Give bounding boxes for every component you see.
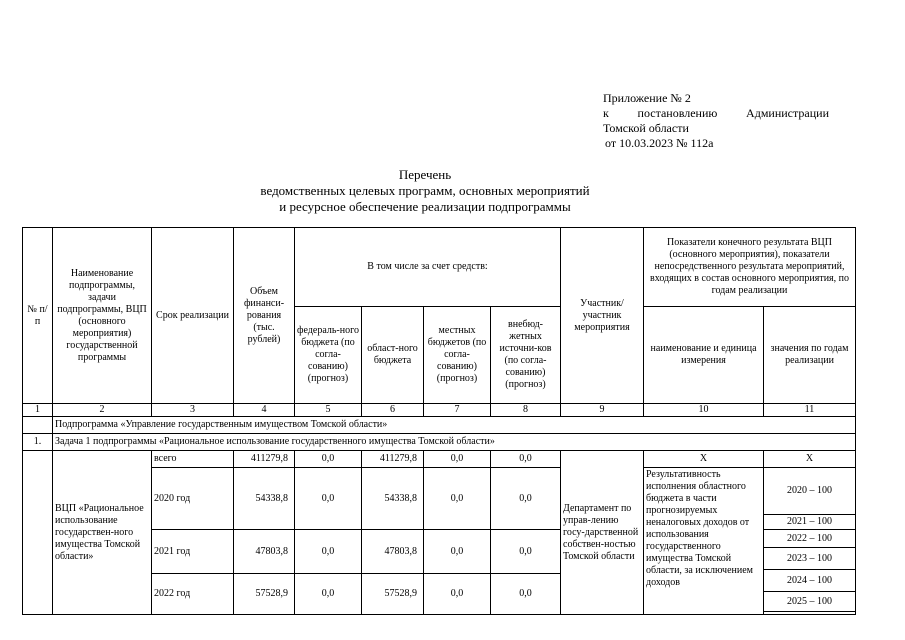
- task-title: Задача 1 подпрограммы «Рациональное использование государственного имущества Томской области»: [53, 434, 856, 451]
- vcp-indicator-name: Результативность исполнения областного бюджета в части прогнозируемых неналоговых доходов от использования государственного имущества Томской области, за исключением доходов: [644, 468, 764, 615]
- row-ind-name: X: [644, 451, 764, 468]
- col-number: 9: [561, 404, 644, 417]
- row-volume: 411279,8: [234, 451, 295, 468]
- vcp-name: ВЦП «Рациональное использование государствен-ного имущества Томской области»: [53, 451, 152, 615]
- col-number: 3: [152, 404, 234, 417]
- year-value: 2024 – 100: [764, 570, 856, 592]
- annex-line2-a: к: [603, 106, 609, 120]
- header-row-1: [23, 228, 856, 307]
- header-incl: В том числе за счет средств:: [295, 228, 561, 307]
- column-numbers-row: [23, 404, 856, 417]
- col-number: 7: [424, 404, 491, 417]
- row-extra: 0,0: [491, 468, 561, 530]
- row-local: 0,0: [424, 530, 491, 574]
- row-volume: 57528,9: [234, 574, 295, 615]
- row-extra: 0,0: [491, 451, 561, 468]
- year-value: 2022 – 100: [764, 530, 856, 548]
- row-term: 2021 год: [152, 530, 234, 574]
- row-term: 2020 год: [152, 468, 234, 530]
- header-num: № п/п: [23, 228, 53, 404]
- col-number: 11: [764, 404, 856, 417]
- col-number: 5: [295, 404, 362, 417]
- row-extra: 0,0: [491, 574, 561, 615]
- header-regional: област-ного бюджета: [362, 307, 424, 404]
- col-number: 8: [491, 404, 561, 417]
- header-name: Наименование подпрограммы, задачи подпрограммы, ВЦП (основного мероприятия) государственной программы: [53, 228, 152, 404]
- vcp-participant: Департамент по управ-лению госу-дарственной собствен-ностью Томской области: [561, 451, 644, 615]
- subprogram-title: Подпрограмма «Управление государственным имуществом Томской области»: [53, 417, 856, 434]
- row-federal: 0,0: [295, 451, 362, 468]
- year-value: 2020 – 100: [764, 468, 856, 515]
- row-volume: 47803,8: [234, 530, 295, 574]
- year-value: 2021 – 100: [764, 515, 856, 530]
- row-federal: 0,0: [295, 468, 362, 530]
- document-title: [180, 167, 670, 215]
- task-num: 1.: [23, 434, 53, 451]
- title-line2: ведомственных целевых программ, основных мероприятий: [260, 183, 590, 198]
- annex-line2-b: постановлению: [637, 106, 718, 120]
- row-federal: 0,0: [295, 574, 362, 615]
- table-row: [23, 451, 856, 468]
- annex-line4: от 10.03.2023 № 112а: [605, 136, 714, 150]
- year-value-empty: [764, 612, 856, 615]
- header-term: Срок реализации: [152, 228, 234, 404]
- header-local: местных бюджетов (по согла-сованию) (прогноз): [424, 307, 491, 404]
- header-federal: федераль-ного бюджета (по согла-сованию) (прогноз): [295, 307, 362, 404]
- header-ind-values: значения по годам реализации: [764, 307, 856, 404]
- subprogram-num-cell: [23, 417, 53, 434]
- header-extra: внебюд-жетных источни-ков (по согла-сованию) (прогноз): [491, 307, 561, 404]
- col-number: 10: [644, 404, 764, 417]
- header-volume: Объем финанси-рования (тыс. рублей): [234, 228, 295, 404]
- title-line3: и ресурсное обеспечение реализации подпрограммы: [279, 199, 571, 214]
- vcp-num-cell: [23, 451, 53, 615]
- row-regional: 54338,8: [362, 468, 424, 530]
- row-regional: 57528,9: [362, 574, 424, 615]
- header-indicators: Показатели конечного результата ВЦП (основного мероприятия), показатели непосредственного результата мероприятий, входящих в состав основного мероприятия, по годам реализации: [644, 228, 856, 307]
- row-ind-value: X: [764, 451, 856, 468]
- header-participant: Участник/ участник мероприятия: [561, 228, 644, 404]
- row-term: всего: [152, 451, 234, 468]
- row-term: 2022 год: [152, 574, 234, 615]
- program-table: [22, 227, 856, 615]
- col-number: 6: [362, 404, 424, 417]
- annex-line2: [603, 106, 829, 121]
- row-volume: 54338,8: [234, 468, 295, 530]
- row-extra: 0,0: [491, 530, 561, 574]
- row-local: 0,0: [424, 451, 491, 468]
- col-number: 1: [23, 404, 53, 417]
- row-federal: 0,0: [295, 530, 362, 574]
- year-value: 2025 – 100: [764, 592, 856, 612]
- subprogram-row: [23, 417, 856, 434]
- header-ind-name: наименование и единица измерения: [644, 307, 764, 404]
- row-regional: 47803,8: [362, 530, 424, 574]
- annex-block: [603, 91, 829, 151]
- row-regional: 411279,8: [362, 451, 424, 468]
- title-line1: Перечень: [398, 167, 452, 182]
- annex-line2-c: Администрации: [746, 106, 829, 120]
- annex-line3: Томской области: [603, 121, 689, 135]
- col-number: 4: [234, 404, 295, 417]
- col-number: 2: [53, 404, 152, 417]
- annex-line1: Приложение № 2: [603, 91, 691, 105]
- row-local: 0,0: [424, 574, 491, 615]
- year-value: 2023 – 100: [764, 548, 856, 570]
- row-local: 0,0: [424, 468, 491, 530]
- task-row: [23, 434, 856, 451]
